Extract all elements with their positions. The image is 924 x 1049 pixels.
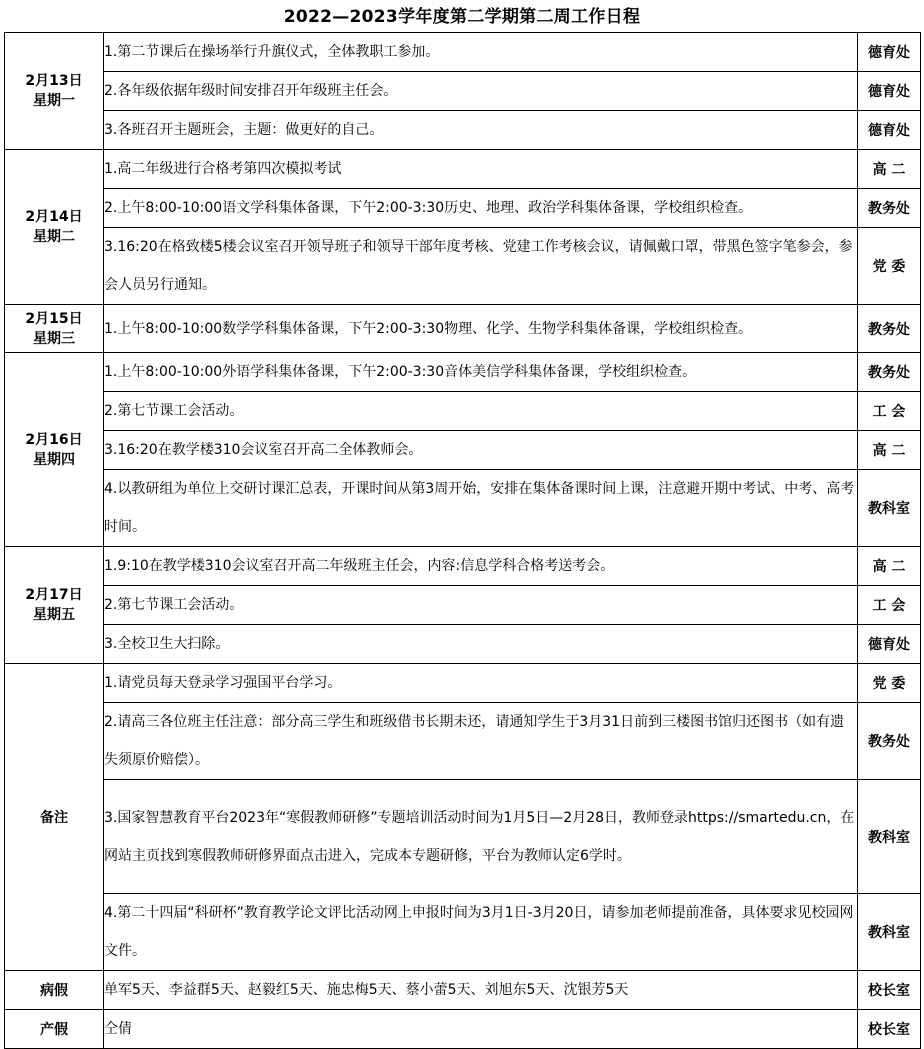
note-item: 2.请高三各位班主任注意：部分高三学生和班级借书长期未还，请通知学生于3月31日前到三楼图书馆归还图书（如有遗失须原价赔偿）。 [104,703,858,780]
table-row [5,664,921,703]
date-label: 2月14日 [25,209,83,225]
department-cell: 教务处 [858,305,921,353]
department-cell: 党 委 [858,664,921,703]
weekday-label: 星期一 [33,93,75,109]
table-row [5,111,921,150]
schedule-item: 3.16:20在格致楼5楼会议室召开领导班子和领导干部年度考核、党建工作考核会议，请佩戴口罩，带黑色签字笔参会，参会人员另行通知。 [104,228,858,305]
schedule-item: 1.上午8:00-10:00外语学科集体备课，下午2:00-3:30音体美信学科集体备课，学校组织检查。 [104,353,858,392]
department-cell: 德育处 [858,625,921,664]
note-item: 4.第二十四届“科研杯”教育教学论文评比活动网上申报时间为3月1日-3月20日，请参加老师提前准备，具体要求见校园网文件。 [104,894,858,971]
day-cell-friday [5,547,104,664]
department-cell: 德育处 [858,72,921,111]
department-cell: 教科室 [858,470,921,547]
department-cell: 教务处 [858,703,921,780]
schedule-item: 3.全校卫生大扫除。 [104,625,858,664]
date-label: 2月17日 [25,587,83,603]
day-cell-thursday [5,353,104,547]
schedule-item: 1.上午8:00-10:00数学学科集体备课，下午2:00-3:30物理、化学、生物学科集体备课，学校组织检查。 [104,305,858,353]
table-row [5,431,921,470]
schedule-item: 1.高二年级进行合格考第四次模拟考试 [104,150,858,189]
department-cell: 教科室 [858,780,921,894]
note-item: 3.国家智慧教育平台2023年“寒假教师研修”专题培训活动时间为1月5日—2月28日，教师登录https://smartedu.cn，在网站主页找到寒假教师研修界面点击进入，完成本专题研修，平台为教师认定6学时。 [104,780,858,894]
department-cell: 高 二 [858,150,921,189]
table-row [5,1010,921,1049]
table-row [5,392,921,431]
weekday-label: 星期四 [33,451,75,468]
weekday-label: 星期二 [33,229,75,245]
department-cell: 工 会 [858,586,921,625]
schedule-item: 2.上午8:00-10:00语文学科集体备课，下午2:00-3:30历史、地理、政治学科集体备课，学校组织检查。 [104,189,858,228]
table-row [5,72,921,111]
sick-leave-names: 单军5天、李益群5天、赵毅红5天、施忠梅5天、蔡小蕾5天、刘旭东5天、沈银芳5天 [104,971,858,1010]
table-row [5,470,921,547]
note-item: 1.请党员每天登录学习强国平台学习。 [104,664,858,703]
schedule-item: 3.16:20在教学楼310会议室召开高二全体教师会。 [104,431,858,470]
table-row [5,189,921,228]
table-row [5,150,921,189]
maternity-leave-label: 产假 [5,1010,104,1049]
table-row [5,353,921,392]
day-cell-monday [5,33,104,150]
table-row [5,625,921,664]
maternity-leave-names: 仝倩 [104,1010,858,1049]
table-row [5,33,921,72]
schedule-item: 1.9:10在教学楼310会议室召开高二年级班主任会，内容:信息学科合格考送考会。 [104,547,858,586]
department-cell: 校长室 [858,971,921,1010]
weekday-label: 星期三 [33,330,75,347]
day-cell-wednesday [5,305,104,353]
table-row [5,971,921,1010]
table-row [5,703,921,780]
department-cell: 教务处 [858,189,921,228]
department-cell: 工 会 [858,392,921,431]
department-cell: 德育处 [858,111,921,150]
table-row [5,586,921,625]
schedule-item: 2.各年级依据年级时间安排召开年级班主任会。 [104,72,858,111]
department-cell: 党 委 [858,228,921,305]
date-label: 2月16日 [25,431,83,448]
department-cell: 德育处 [858,33,921,72]
date-label: 2月15日 [25,310,83,327]
schedule-item: 3.各班召开主题班会，主题：做更好的自己。 [104,111,858,150]
table-row [5,780,921,894]
day-cell-tuesday [5,150,104,305]
department-cell: 高 二 [858,547,921,586]
notes-label: 备注 [5,664,104,971]
weekday-label: 星期五 [33,607,75,623]
department-cell: 教务处 [858,353,921,392]
schedule-title: 2022—2023学年度第二学期第二周工作日程 [283,7,641,27]
table-row [5,228,921,305]
sick-leave-label: 病假 [5,971,104,1010]
schedule-item: 4.以教研组为单位上交研讨课汇总表，开课时间从第3周开始，安排在集体备课时间上课，注意避开期中考试、中考、高考时间。 [104,470,858,547]
department-cell: 教科室 [858,894,921,971]
schedule-item: 2.第七节课工会活动。 [104,586,858,625]
date-label: 2月13日 [25,73,83,89]
table-row [5,547,921,586]
table-row [5,894,921,971]
schedule-item: 2.第七节课工会活动。 [104,392,858,431]
schedule-table [4,32,921,1049]
schedule-item: 1.第二节课后在操场举行升旗仪式，全体教职工参加。 [104,33,858,72]
department-cell: 校长室 [858,1010,921,1049]
department-cell: 高 二 [858,431,921,470]
table-row [5,305,921,353]
